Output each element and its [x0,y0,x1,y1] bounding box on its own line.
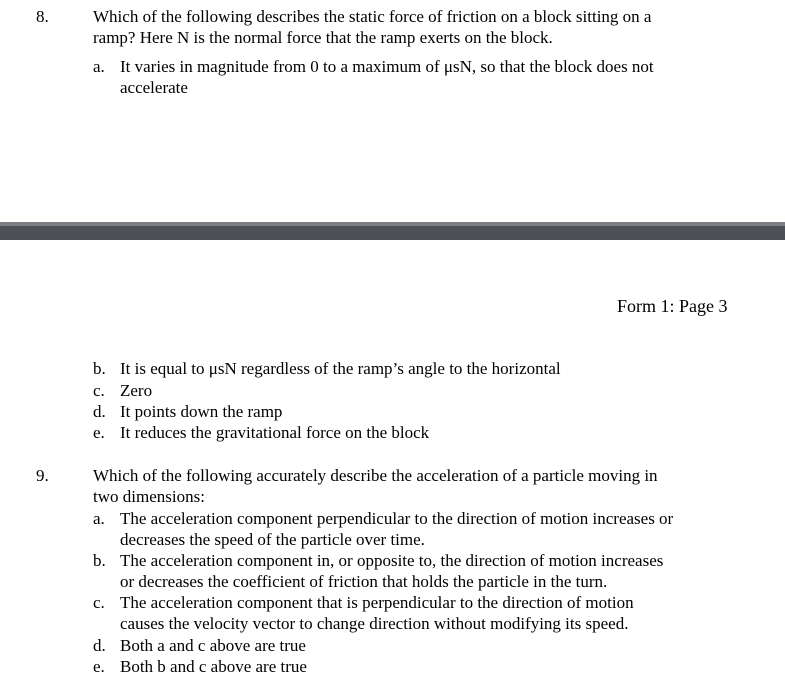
option-line-2: decreases the speed of the particle over time. [120,530,425,549]
option-line-2: or decreases the coefficient of friction that holds the particle in the turn. [120,572,608,591]
option-letter: c. [93,381,105,400]
option-letter: a. [93,57,105,76]
option-letter: b. [93,551,106,570]
option-line-2: causes the velocity vector to change direction without modifying its speed. [120,614,629,633]
option-text: It is equal to μsN regardless of the ramp’s angle to the horizontal [120,359,561,378]
option-line-1: It varies in magnitude from 0 to a maximum of μsN, so that the block does not [120,57,654,76]
option-letter: e. [93,657,105,676]
question-9-number: 9. [36,466,49,485]
option-letter: c. [93,593,105,612]
question-8-number: 8. [36,7,49,26]
option-text [120,550,740,592]
option-text [120,592,740,634]
option-letter: a. [93,509,105,528]
option-line-2: accelerate [120,78,188,97]
option-text: It points down the ramp [120,402,283,421]
question-8-text [93,6,733,48]
question-9-text [93,465,733,507]
option-letter: b. [93,359,106,378]
page-footer: Form 1: Page 3 [617,296,728,316]
option-letter: d. [93,402,106,421]
option-line-1: The acceleration component perpendicular to the direction of motion increases or [120,509,674,528]
page-break-highlight [0,222,785,226]
question-8-line-1: Which of the following describes the static force of friction on a block sitting on a [93,7,652,26]
question-8-line-2: ramp? Here N is the normal force that the ramp exerts on the block. [93,28,553,47]
option-text: Both b and c above are true [120,657,307,676]
question-9-line-2: two dimensions: [93,487,205,506]
option-text [120,56,740,98]
option-line-1: The acceleration component in, or opposite to, the direction of motion increases [120,551,664,570]
question-9-line-1: Which of the following accurately describe the acceleration of a particle moving in [93,466,658,485]
option-text: Both a and c above are true [120,636,306,655]
option-letter: d. [93,636,106,655]
option-letter: e. [93,423,105,442]
option-text [120,508,740,550]
option-text: It reduces the gravitational force on the block [120,423,430,442]
option-line-1: The acceleration component that is perpendicular to the direction of motion [120,593,634,612]
option-text: Zero [120,381,153,400]
